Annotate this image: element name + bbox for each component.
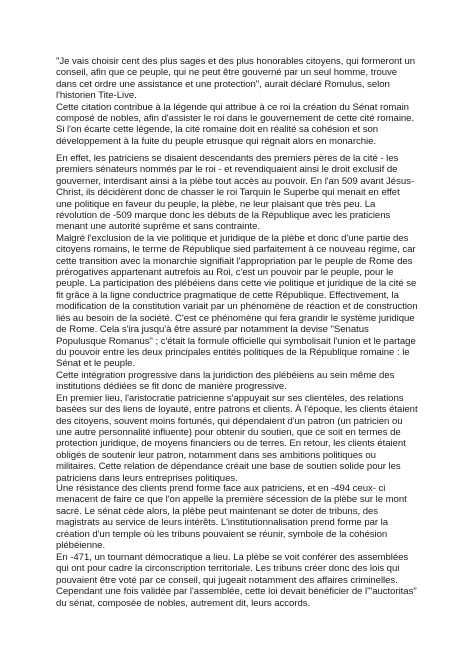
paragraph-2-line-1: En effet, les patriciens se disaient descendants des premiers pères de la cité - les premiers sénateurs nommés par le roi - et revendiquaient ainsi le droit exclusif de gouverner, interdisant ainsi à la plèbe tout accès au pouvoir. En l'an 509 avant Jésus-Christ, ils décidèrent donc de chasser le roi Tarquin le Superbe qui menait en effet une politique en faveur du peuple, la plèbe, ne leur plaisant que très peu. La révolution de -509 marque donc les débuts de la République avec les praticiens menant une autorité suprême et sans contrainte. xyxy=(56,153,415,233)
paragraph-3 xyxy=(56,370,418,484)
paragraph-4 xyxy=(56,483,418,551)
paragraph-3-line-1: Cette intégration progressive dans la juridiction des plébéiens au sein même des institutions dédiées se fit donc de manière progressive. xyxy=(56,370,395,393)
paragraph-4-line-1: Une résistance des clients prend forme face aux patriciens, et en -494 ceux- ci menacent de faire ce que l'on appelle la première sécession de la plèbe sur le mont sacré. Le sénat cède alors, la plèbe peut maintenant se doter de tribuns, des magistrats au service de leurs intérêts. L'institutionnalisation prend forme par la création d'un temple où les tribuns pouvaient se réunir, symbole de la cohésion plébéienne. xyxy=(56,483,407,552)
paragraph-1 xyxy=(56,56,418,147)
paragraph-1-line-2: Cette citation contribue à la légende qui attribue à ce roi la création du Sénat romain composé de nobles, afin d'assister le roi dans le gouvernement de cette cité romaine. Si l'on écarte cette légende, la cité romaine doit en réalité sa cohésion et son développement à la fuite du peuple etrusque qui régnait alors en monarchie. xyxy=(56,101,415,147)
paragraph-2 xyxy=(56,153,418,370)
paragraph-5 xyxy=(56,552,418,609)
paragraph-1-line-1: "Je vais choisir cent des plus sages et des plus honorables citoyens, qui formeront un conseil, afin que ce peuple, qui ne peut être gouverné par un seul homme, trouve dans cet ordre une assistance et une protection", aurait déclaré Romulus, selon l'historien Tite-Live. xyxy=(56,56,416,102)
paragraph-3-line-2: En premier lieu, l'aristocratie patricienne s'appuyait sur ses clientèles, des relations basées sur des liens de loyauté, entre patrons et clients. À l'époque, les clients étaient des citoyens, souvent moins fortunés, qui dépendaient d'un patron (un patricien ou une autre personnalité influente) pour obtenir du soutien, que ce soit en termes de protection juridique, de moyens financiers ou de terres. En retour, les clients étaient obligés de soutenir leur patron, notamment dans ses ambitions politiques ou militaires. Cette relation de dépendance créait une base de soutien solide pour les patriciens dans leurs entreprises politiques. xyxy=(56,392,418,484)
paragraph-5-line-1: En -471, un tournant démocratique a lieu. La plèbe se voit conférer des assemblées qui ont pour cadre la circonscription territoriale. Les tribuns créer donc des lois qui pouvaient être voté par ce conseil, qui jugeait notamment des affaires criminelles. Cependant une fois validée par l'assemblée, cette loi devait bénéficier de l'"auctoritas" du sénat, composée de nobles, autrement dit, leurs accords. xyxy=(56,552,417,609)
paragraph-2-line-2: Malgré l'exclusion de la vie politique et juridique de la plèbe et donc d'une partie des citoyens romains, le terme de République sied parfaitement à ce nouveau régime, car cette transition avec la monarchie signifiait l'appropriation par le peuple de Rome des prérogatives appartenant autrefois au Roi, c'est un pouvoir par le peuple, pour le peuple. La participation des plébéiens dans cette vie politique et juridique de la cité se fit grâce à la ligne conductrice pragmatique de cette République. Effectivement, la modification de la constitution variait par un phénomène de réaction et de construction liés au besoin de la société. C'est ce phénomène qui fera grandir le système juridique de Rome. Cela s'ira jusqu'à être assuré par notamment la devise "Senatus Populusque Romanus" ; c'était la formule officielle qui symbolisait l'union et le partage du pouvoir entre les deux principales entités politiques de la République romaine : le Sénat et le peuple. xyxy=(56,232,418,370)
